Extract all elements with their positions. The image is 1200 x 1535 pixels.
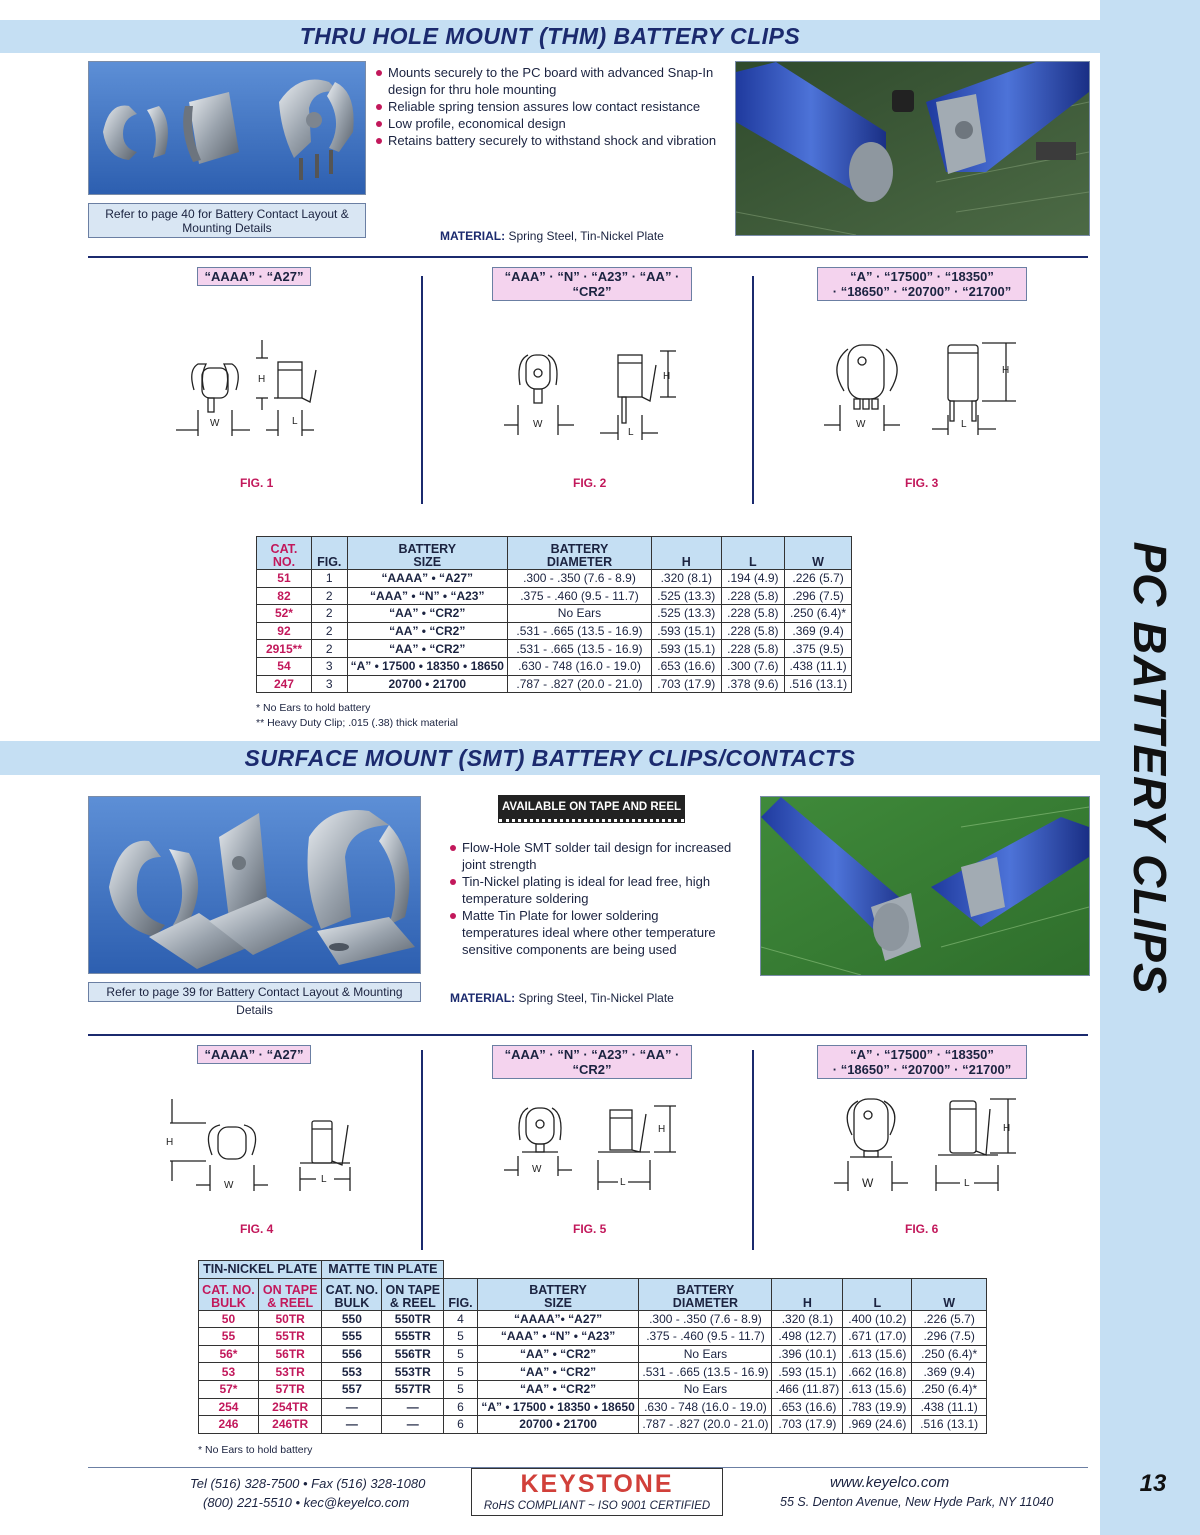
smt-table-cell: — bbox=[322, 1416, 382, 1434]
thm-material bbox=[440, 229, 664, 243]
thm-table-cell: 247 bbox=[257, 675, 312, 693]
smt-table-cell: “AA” • “CR2” bbox=[477, 1380, 639, 1398]
smt-feature-item: Matte Tin Plate for lower soldering temperatures ideal where other temperature sensitive components are being used bbox=[448, 907, 738, 958]
thm-fig3-size-tag bbox=[817, 267, 1027, 301]
smt-table-cell: No Ears bbox=[639, 1345, 772, 1363]
thm-fig-divider bbox=[421, 276, 423, 504]
thm-spec-table bbox=[256, 536, 852, 693]
thm-table-row bbox=[257, 570, 852, 588]
page-number: 13 bbox=[1139, 1470, 1167, 1497]
fig2-h-label: H bbox=[663, 371, 671, 382]
smt-table-cell: .498 (12.7) bbox=[772, 1328, 843, 1346]
fig4-l-label: L bbox=[321, 1174, 327, 1185]
smt-table-cell: .630 - 748 (16.0 - 19.0) bbox=[639, 1398, 772, 1416]
thm-table-cell: .378 (9.6) bbox=[721, 675, 785, 693]
smt-table-cell: .226 (5.7) bbox=[912, 1310, 987, 1328]
fig3-l-label: L bbox=[961, 419, 967, 430]
smt-table-cell: .613 (15.6) bbox=[843, 1380, 912, 1398]
thm-fig1-size-tag: “AAAA” · “A27” bbox=[197, 267, 311, 286]
thm-table-cell: .438 (11.1) bbox=[785, 657, 852, 675]
smt-table-cell: 55TR bbox=[258, 1328, 322, 1346]
footer-address: 55 S. Denton Avenue, New Hyde Park, NY 11040 bbox=[780, 1495, 1054, 1509]
thm-table-row bbox=[257, 605, 852, 623]
thm-banner: THRU HOLE MOUNT (THM) BATTERY CLIPS bbox=[0, 20, 1100, 53]
fig1-w-label: W bbox=[210, 418, 220, 429]
smt-table-cell: .969 (24.6) bbox=[843, 1416, 912, 1434]
fig3-drawing bbox=[820, 335, 1020, 440]
thm-table-cell: 2 bbox=[311, 640, 347, 658]
thm-table-cell: .300 - .350 (7.6 - 8.9) bbox=[507, 570, 651, 588]
thm-notes bbox=[256, 701, 458, 731]
smt-table-cell: 550 bbox=[322, 1310, 382, 1328]
thm-clips-photo bbox=[88, 61, 366, 195]
thm-table-cell: .194 (4.9) bbox=[721, 570, 785, 588]
smt-table-cell: .296 (7.5) bbox=[912, 1328, 987, 1346]
thm-table-row bbox=[257, 587, 852, 605]
thm-table-cell: .228 (5.8) bbox=[721, 622, 785, 640]
thm-table-cell: .525 (13.3) bbox=[651, 605, 721, 623]
thm-fig3-size-line: “A” · “17500” · “18350” bbox=[850, 269, 994, 284]
fig5-drawing bbox=[500, 1100, 680, 1195]
smt-table-cell: 50 bbox=[199, 1310, 259, 1328]
smt-spec-table bbox=[198, 1260, 987, 1434]
smt-table-cell: 57TR bbox=[258, 1380, 322, 1398]
smt-table-cell: “AA” • “CR2” bbox=[477, 1345, 639, 1363]
smt-table-cell: 4 bbox=[444, 1310, 477, 1328]
smt-banner: SURFACE MOUNT (SMT) BATTERY CLIPS/CONTACTS bbox=[0, 741, 1100, 775]
thm-table-cell: 2 bbox=[311, 605, 347, 623]
smt-table-cell: .250 (6.4)* bbox=[912, 1380, 987, 1398]
smt-feature-item: Tin-Nickel plating is ideal for lead free, high temperature soldering bbox=[448, 873, 738, 907]
fig6-label: FIG. 6 bbox=[905, 1222, 939, 1236]
fig1-drawing bbox=[170, 330, 330, 440]
smt-table-cell: 557TR bbox=[382, 1380, 444, 1398]
smt-table-row bbox=[199, 1398, 987, 1416]
smt-table-cell: 550TR bbox=[382, 1310, 444, 1328]
fig6-h-label: H bbox=[1003, 1123, 1011, 1134]
smt-col-fig: FIG. bbox=[444, 1278, 477, 1310]
thm-table-cell: 3 bbox=[311, 675, 347, 693]
fig4-w-label: W bbox=[224, 1180, 234, 1191]
thm-table-cell: 54 bbox=[257, 657, 312, 675]
footer-tel-fax: Tel (516) 328-7500 • Fax (516) 328-1080 bbox=[190, 1476, 426, 1491]
smt-table-cell: 20700 • 21700 bbox=[477, 1416, 639, 1434]
smt-fig6-size-line: “A” · “17500” · “18350” bbox=[850, 1047, 994, 1062]
thm-table-cell: 3 bbox=[311, 657, 347, 675]
thm-note: * No Ears to hold battery bbox=[256, 702, 371, 714]
fig2-drawing bbox=[500, 345, 680, 445]
smt-table-cell: — bbox=[322, 1398, 382, 1416]
smt-table-cell: .783 (19.9) bbox=[843, 1398, 912, 1416]
smt-col-tn-cat-no: CAT. NO. BULK bbox=[199, 1278, 259, 1310]
smt-col-tn-tape: ON TAPE & REEL bbox=[258, 1278, 322, 1310]
smt-table-cell: .671 (17.0) bbox=[843, 1328, 912, 1346]
thm-feature-item: Reliable spring tension assures low contact resistance bbox=[374, 98, 729, 115]
smt-feature-item: Flow-Hole SMT solder tail design for increased joint strength bbox=[448, 839, 738, 873]
thm-table-cell: .531 - .665 (13.5 - 16.9) bbox=[507, 622, 651, 640]
smt-table-cell: .787 - .827 (20.0 - 21.0) bbox=[639, 1416, 772, 1434]
smt-table-cell: 5 bbox=[444, 1363, 477, 1381]
smt-table-row bbox=[199, 1310, 987, 1328]
smt-divider bbox=[88, 1034, 1088, 1036]
thm-table-cell: 2915** bbox=[257, 640, 312, 658]
thm-table-cell: .226 (5.7) bbox=[785, 570, 852, 588]
smt-table-cell: 5 bbox=[444, 1380, 477, 1398]
smt-clips-photo bbox=[88, 796, 421, 974]
thm-table-cell: 1 bbox=[311, 570, 347, 588]
smt-table-cell: 246TR bbox=[258, 1416, 322, 1434]
thm-col-cat-no: CAT. NO. bbox=[257, 537, 312, 570]
smt-material-label: MATERIAL: bbox=[450, 991, 516, 1005]
smt-table-cell: 56TR bbox=[258, 1345, 322, 1363]
tape-reel-badge: AVAILABLE ON TAPE AND REEL bbox=[499, 796, 684, 822]
thm-col-fig: FIG. bbox=[311, 537, 347, 570]
fig3-h-label: H bbox=[1002, 365, 1010, 376]
thm-table-row bbox=[257, 622, 852, 640]
compliance-text: RoHS COMPLIANT ~ ISO 9001 CERTIFIED bbox=[483, 1500, 711, 1512]
fig6-w-label: W bbox=[862, 1176, 874, 1190]
smt-table-cell: 556 bbox=[322, 1345, 382, 1363]
thm-material-value: Spring Steel, Tin-Nickel Plate bbox=[508, 229, 664, 243]
smt-table-cell: 57* bbox=[199, 1380, 259, 1398]
thm-table-cell: “AA” • “CR2” bbox=[347, 622, 507, 640]
thm-table-cell: .320 (8.1) bbox=[651, 570, 721, 588]
thm-table-cell: .593 (15.1) bbox=[651, 622, 721, 640]
fig5-w-label: W bbox=[532, 1164, 542, 1175]
fig1-label: FIG. 1 bbox=[240, 476, 274, 490]
fig3-w-label: W bbox=[856, 419, 866, 430]
smt-table-cell: 553TR bbox=[382, 1363, 444, 1381]
fig2-label: FIG. 2 bbox=[573, 476, 607, 490]
smt-table-cell: 6 bbox=[444, 1398, 477, 1416]
thm-table-cell: .375 (9.5) bbox=[785, 640, 852, 658]
smt-table-cell: “A” • 17500 • 18350 • 18650 bbox=[477, 1398, 639, 1416]
fig1-l-label: L bbox=[292, 416, 298, 427]
fig6-drawing bbox=[830, 1095, 1020, 1195]
fig3-label: FIG. 3 bbox=[905, 476, 939, 490]
smt-table-cell: .438 (11.1) bbox=[912, 1398, 987, 1416]
smt-table-cell: 5 bbox=[444, 1328, 477, 1346]
smt-material bbox=[450, 991, 674, 1005]
fig6-l-label: L bbox=[964, 1178, 970, 1189]
smt-table-cell: 55 bbox=[199, 1328, 259, 1346]
smt-fig6-size-tag bbox=[817, 1045, 1027, 1079]
smt-table-cell: .466 (11.87) bbox=[772, 1380, 843, 1398]
thm-feature-list bbox=[374, 64, 729, 149]
thm-feature-item: Low profile, economical design bbox=[374, 115, 729, 132]
smt-table-cell: .703 (17.9) bbox=[772, 1416, 843, 1434]
smt-table-cell: .613 (15.6) bbox=[843, 1345, 912, 1363]
footer-phone-email: (800) 221-5510 • kec@keyelco.com bbox=[203, 1495, 410, 1510]
smt-table-cell: 557 bbox=[322, 1380, 382, 1398]
thm-table-cell: “AA” • “CR2” bbox=[347, 605, 507, 623]
smt-table-cell: .593 (15.1) bbox=[772, 1363, 843, 1381]
smt-table-cell: .320 (8.1) bbox=[772, 1310, 843, 1328]
smt-table-cell: 50TR bbox=[258, 1310, 322, 1328]
thm-table-cell: 52* bbox=[257, 605, 312, 623]
thm-divider bbox=[88, 256, 1088, 258]
smt-table-cell: .396 (10.1) bbox=[772, 1345, 843, 1363]
fig5-h-label: H bbox=[658, 1124, 666, 1135]
thm-table-cell: 20700 • 21700 bbox=[347, 675, 507, 693]
thm-col-l: L bbox=[721, 537, 785, 570]
smt-board-photo bbox=[760, 796, 1090, 976]
thm-table-cell: .296 (7.5) bbox=[785, 587, 852, 605]
smt-material-value: Spring Steel, Tin-Nickel Plate bbox=[518, 991, 674, 1005]
smt-table-cell: .653 (16.6) bbox=[772, 1398, 843, 1416]
keystone-logo: KEYSTONE bbox=[520, 1470, 674, 1498]
smt-table-cell: 553 bbox=[322, 1363, 382, 1381]
smt-fig-divider bbox=[752, 1050, 754, 1250]
smt-feature-list bbox=[448, 839, 738, 958]
smt-note: * No Ears to hold battery bbox=[198, 1444, 313, 1456]
smt-table-cell: .662 (16.8) bbox=[843, 1363, 912, 1381]
thm-table-cell: “AA” • “CR2” bbox=[347, 640, 507, 658]
thm-table-cell: .653 (16.6) bbox=[651, 657, 721, 675]
smt-fig4-size-tag: “AAAA” · “A27” bbox=[197, 1045, 311, 1064]
smt-col-l: L bbox=[843, 1278, 912, 1310]
thm-table-cell: “AAAA” • “A27” bbox=[347, 570, 507, 588]
thm-feature-item: Retains battery securely to withstand shock and vibration bbox=[374, 132, 729, 149]
smt-table-cell: “AAAA”• “A27” bbox=[477, 1310, 639, 1328]
smt-table-cell: 254 bbox=[199, 1398, 259, 1416]
thm-table-cell: .516 (13.1) bbox=[785, 675, 852, 693]
thm-table-cell: 51 bbox=[257, 570, 312, 588]
smt-table-row bbox=[199, 1416, 987, 1434]
smt-col-battery-diameter: BATTERY DIAMETER bbox=[639, 1278, 772, 1310]
smt-table-cell: .531 - .665 (13.5 - 16.9) bbox=[639, 1363, 772, 1381]
thm-table-cell: .228 (5.8) bbox=[721, 640, 785, 658]
smt-table-cell: .516 (13.1) bbox=[912, 1416, 987, 1434]
smt-table-cell: 556TR bbox=[382, 1345, 444, 1363]
smt-table-cell: 555TR bbox=[382, 1328, 444, 1346]
smt-table-row bbox=[199, 1363, 987, 1381]
fig5-l-label: L bbox=[620, 1177, 626, 1188]
fig4-label: FIG. 4 bbox=[240, 1222, 274, 1236]
thm-table-cell: .300 (7.6) bbox=[721, 657, 785, 675]
thm-fig-divider bbox=[752, 276, 754, 504]
thm-col-battery-size: BATTERY SIZE bbox=[347, 537, 507, 570]
thm-board-photo bbox=[735, 61, 1090, 236]
matte-tin-group-header: MATTE TIN PLATE bbox=[322, 1261, 444, 1279]
fig4-h-label: H bbox=[166, 1137, 174, 1148]
fig2-w-label: W bbox=[533, 419, 543, 430]
thm-col-h: H bbox=[651, 537, 721, 570]
thm-table-cell: .531 - .665 (13.5 - 16.9) bbox=[507, 640, 651, 658]
sidebar-title: PC BATTERY CLIPS bbox=[1124, 541, 1176, 995]
thm-table-cell: .375 - .460 (9.5 - 11.7) bbox=[507, 587, 651, 605]
smt-table-cell: 6 bbox=[444, 1416, 477, 1434]
smt-table-cell: 56* bbox=[199, 1345, 259, 1363]
smt-table-cell: .400 (10.2) bbox=[843, 1310, 912, 1328]
smt-table-cell: 246 bbox=[199, 1416, 259, 1434]
thm-table-cell: No Ears bbox=[507, 605, 651, 623]
thm-table-row bbox=[257, 675, 852, 693]
smt-table-cell: — bbox=[382, 1398, 444, 1416]
smt-table-cell: 254TR bbox=[258, 1398, 322, 1416]
smt-table-cell: “AA” • “CR2” bbox=[477, 1363, 639, 1381]
smt-col-battery-size: BATTERY SIZE bbox=[477, 1278, 639, 1310]
smt-refer-note: Refer to page 39 for Battery Contact Layout & Mounting Details bbox=[88, 982, 421, 1002]
thm-col-w: W bbox=[785, 537, 852, 570]
fig4-drawing bbox=[160, 1095, 360, 1195]
thm-refer-note: Refer to page 40 for Battery Contact Layout & Mounting Details bbox=[88, 203, 366, 238]
smt-col-w: W bbox=[912, 1278, 987, 1310]
tin-nickel-group-header: TIN-NICKEL PLATE bbox=[199, 1261, 322, 1279]
thm-table-cell: .703 (17.9) bbox=[651, 675, 721, 693]
smt-fig-divider bbox=[421, 1050, 423, 1250]
thm-table-cell: .787 - .827 (20.0 - 21.0) bbox=[507, 675, 651, 693]
thm-note: ** Heavy Duty Clip; .015 (.38) thick material bbox=[256, 717, 458, 729]
smt-table-cell: .250 (6.4)* bbox=[912, 1345, 987, 1363]
smt-table-row bbox=[199, 1345, 987, 1363]
thm-material-label: MATERIAL: bbox=[440, 229, 506, 243]
thm-fig3-size-line: · “18650” · “20700” · “21700” bbox=[832, 284, 1012, 299]
smt-notes bbox=[198, 1443, 312, 1458]
thm-table-cell: 82 bbox=[257, 587, 312, 605]
thm-table-cell: .630 - 748 (16.0 - 19.0) bbox=[507, 657, 651, 675]
thm-table-cell: 92 bbox=[257, 622, 312, 640]
smt-table-cell: — bbox=[382, 1416, 444, 1434]
smt-table-cell: .300 - .350 (7.6 - 8.9) bbox=[639, 1310, 772, 1328]
smt-col-mt-tape: ON TAPE & REEL bbox=[382, 1278, 444, 1310]
smt-col-mt-cat-no: CAT. NO. BULK bbox=[322, 1278, 382, 1310]
fig5-label: FIG. 5 bbox=[573, 1222, 607, 1236]
thm-fig2-size-tag: “AAA” · “N” · “A23” · “AA” · “CR2” bbox=[492, 267, 692, 301]
smt-table-cell: 5 bbox=[444, 1345, 477, 1363]
smt-table-cell: 555 bbox=[322, 1328, 382, 1346]
thm-table-cell: “AAA” • “N” • “A23” bbox=[347, 587, 507, 605]
website-link[interactable]: www.keyelco.com bbox=[830, 1474, 950, 1491]
smt-fig5-size-tag: “AAA” · “N” · “A23” · “AA” · “CR2” bbox=[492, 1045, 692, 1079]
thm-table-cell: .228 (5.8) bbox=[721, 605, 785, 623]
thm-table-cell: 2 bbox=[311, 587, 347, 605]
thm-table-cell: .369 (9.4) bbox=[785, 622, 852, 640]
smt-table-cell: “AAA” • “N” • “A23” bbox=[477, 1328, 639, 1346]
thm-table-cell: 2 bbox=[311, 622, 347, 640]
smt-table-cell: No Ears bbox=[639, 1380, 772, 1398]
smt-table-cell: 53 bbox=[199, 1363, 259, 1381]
smt-table-row bbox=[199, 1380, 987, 1398]
thm-table-cell: .250 (6.4)* bbox=[785, 605, 852, 623]
thm-table-cell: .228 (5.8) bbox=[721, 587, 785, 605]
thm-table-cell: .593 (15.1) bbox=[651, 640, 721, 658]
thm-col-battery-diameter: BATTERY DIAMETER bbox=[507, 537, 651, 570]
smt-table-cell: 53TR bbox=[258, 1363, 322, 1381]
thm-table-cell: .525 (13.3) bbox=[651, 587, 721, 605]
smt-table-cell: .375 - .460 (9.5 - 11.7) bbox=[639, 1328, 772, 1346]
smt-col-h: H bbox=[772, 1278, 843, 1310]
smt-table-row bbox=[199, 1328, 987, 1346]
thm-table-cell: “A” • 17500 • 18350 • 18650 bbox=[347, 657, 507, 675]
keystone-logo-box bbox=[471, 1468, 723, 1516]
thm-table-row bbox=[257, 640, 852, 658]
fig2-l-label: L bbox=[628, 427, 634, 438]
smt-table-cell: .369 (9.4) bbox=[912, 1363, 987, 1381]
smt-fig6-size-line: · “18650” · “20700” · “21700” bbox=[832, 1062, 1012, 1077]
thm-table-row bbox=[257, 657, 852, 675]
thm-feature-item: Mounts securely to the PC board with advanced Snap-In design for thru hole mounting bbox=[374, 64, 729, 98]
fig1-h-label: H bbox=[258, 374, 266, 385]
